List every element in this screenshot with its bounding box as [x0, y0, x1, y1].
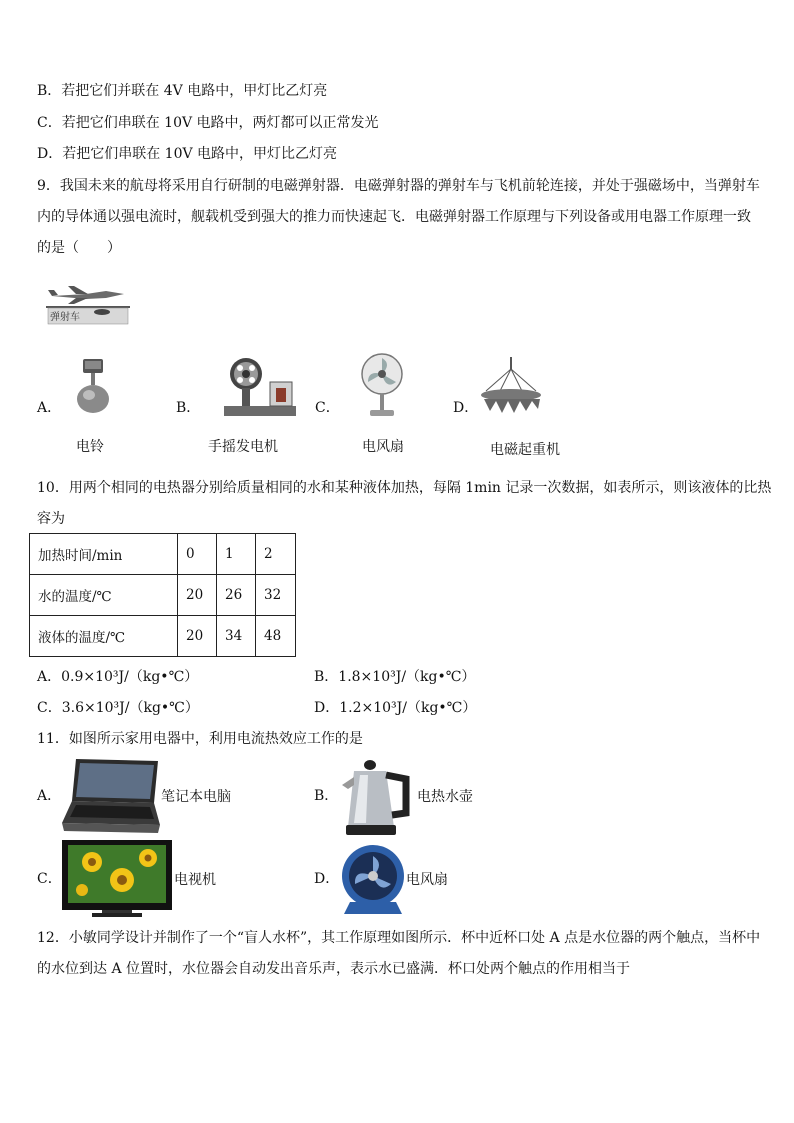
q11-option-b-letter: B． [314, 788, 339, 804]
q11-option-d-image [340, 842, 406, 918]
q9-option-d-image [478, 355, 544, 417]
q9-option-b-image [222, 352, 298, 418]
table-cell: 34 [217, 616, 256, 657]
q10-option-b: B．1.8×10³J/（kg•℃） [314, 669, 476, 685]
q11-stem: 11．如图所示家用电器中，利用电流热效应工作的是 [37, 731, 363, 747]
q8-option-c: C．若把它们串联在 10V 电路中，两灯都可以正常发光 [37, 115, 379, 131]
q12-stem-line1: 12．小敏同学设计并制作了一个“盲人水杯”，其工作原理如图所示．杯中近杯口处 A 点是水位器的两个触点，当杯中 [37, 930, 761, 946]
q9-stem-line3: 的是（ ） [37, 240, 121, 256]
q9-stem-line2: 内的导体通以强电流时，舰载机受到强大的推力而快速起飞．电磁弹射器工作原理与下列设备或用电器工作原理一致 [37, 209, 751, 225]
table-cell: 48 [256, 616, 296, 657]
table-cell: 0 [178, 534, 217, 575]
electromagnetic-crane-icon [478, 355, 544, 417]
table-cell: 20 [178, 616, 217, 657]
electric-fan-icon [340, 842, 406, 918]
q10-stem-line2: 容为 [37, 511, 65, 527]
q11-option-c-letter: C． [37, 871, 62, 887]
q8-option-b: B．若把它们并联在 4V 电路中，甲灯比乙灯亮 [37, 83, 328, 99]
table-row [30, 534, 296, 575]
q11-option-d-caption: 电风扇 [406, 872, 448, 888]
laptop-icon [62, 757, 160, 835]
q11-option-a-image [62, 757, 160, 835]
table-cell: 20 [178, 575, 217, 616]
electric-fan-icon [358, 352, 406, 418]
hand-generator-icon [222, 352, 298, 418]
catapult-figure [46, 280, 130, 326]
q9-option-c-letter: C． [315, 400, 340, 416]
table-row [30, 575, 296, 616]
q11-option-b-image [340, 757, 414, 837]
q10-stem-line1: 10．用两个相同的电热器分别给质量相同的水和某种液体加热，每隔 1min 记录一次数据，如表所示，则该液体的比热 [37, 480, 772, 496]
table-cell: 1 [217, 534, 256, 575]
catapult-label: 弹射车 [50, 312, 80, 323]
q9-option-d-letter: D． [453, 400, 479, 416]
q9-option-a-letter: A． [37, 400, 62, 416]
q11-option-c-image [62, 840, 172, 918]
q11-option-a-letter: A． [37, 788, 62, 804]
electric-bell-icon [73, 355, 113, 415]
table-row [30, 616, 296, 657]
q10-option-c: C．3.6×10³J/（kg•℃） [37, 700, 199, 716]
table-cell: 液体的温度/℃ [30, 616, 178, 657]
q9-option-b-caption: 手摇发电机 [208, 439, 278, 455]
q11-option-b-caption: 电热水壶 [417, 789, 473, 805]
q10-data-table [29, 533, 296, 657]
table-cell: 32 [256, 575, 296, 616]
q9-option-c-caption: 电风扇 [362, 439, 404, 455]
q9-option-c-image [358, 352, 406, 418]
table-cell: 水的温度/℃ [30, 575, 178, 616]
q11-option-d-letter: D． [314, 871, 340, 887]
q10-option-a: A．0.9×10³J/（kg•℃） [37, 669, 199, 685]
q9-option-a-caption: 电铃 [76, 439, 104, 455]
q10-option-d: D．1.2×10³J/（kg•℃） [314, 700, 477, 716]
q9-option-d-caption: 电磁起重机 [490, 442, 560, 458]
table-cell: 加热时间/min [30, 534, 178, 575]
q9-option-a-image [73, 355, 113, 415]
q11-option-c-caption: 电视机 [174, 872, 216, 888]
table-cell: 2 [256, 534, 296, 575]
television-icon [62, 840, 172, 918]
q12-stem-line2: 的水位到达 A 位置时，水位器会自动发出音乐声，表示水已盛满．杯口处两个触点的作用相当于 [37, 961, 631, 977]
q8-option-d: D．若把它们串联在 10V 电路中，甲灯比乙灯亮 [37, 146, 338, 162]
q11-option-a-caption: 笔记本电脑 [161, 789, 231, 805]
electric-kettle-icon [340, 757, 414, 837]
q9-option-b-letter: B． [176, 400, 201, 416]
table-cell: 26 [217, 575, 256, 616]
q9-stem-line1: 9．我国未来的航母将采用自行研制的电磁弹射器．电磁弹射器的弹射车与飞机前轮连接，并处于强磁场中，当弹射车 [37, 178, 760, 194]
